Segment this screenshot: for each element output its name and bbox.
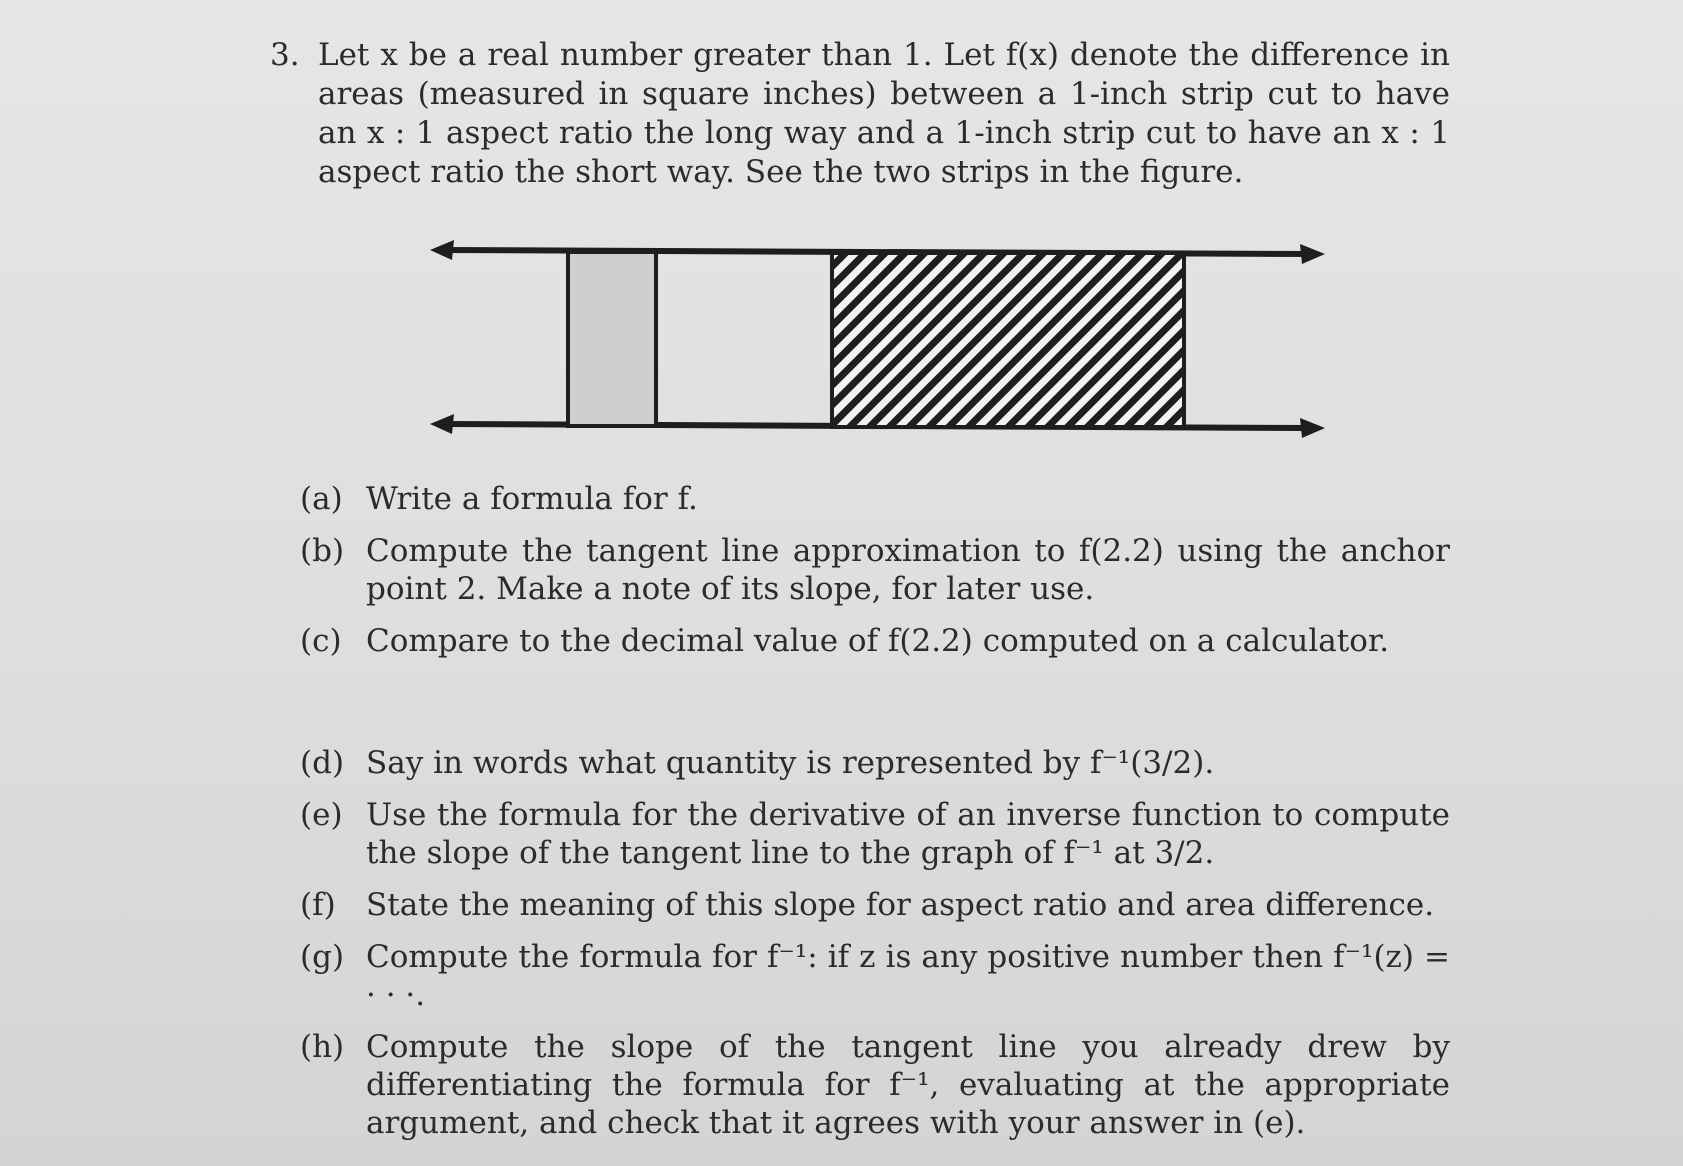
part-label: (c) xyxy=(300,623,342,659)
part-f xyxy=(300,886,1450,924)
problem-parts xyxy=(300,480,1450,1156)
part-h xyxy=(300,1028,1450,1142)
part-text: Compare to the decimal value of f(2.2) computed on a calculator. xyxy=(366,623,1390,659)
bottom-left-arrow xyxy=(430,414,454,434)
problem-statement xyxy=(270,36,1450,192)
part-b xyxy=(300,532,1450,608)
part-label: (b) xyxy=(300,533,345,569)
part-label: (h) xyxy=(300,1029,345,1065)
part-text: Compute the slope of the tangent line you already drew by differentiating the formula for f⁻¹, evaluating at the appropriate argument, and check that it agrees with your answer in (e). xyxy=(366,1029,1450,1141)
part-c xyxy=(300,622,1450,660)
part-text: Compute the tangent line approximation to f(2.2) using the anchor point 2. Make a note of its slope, for later use. xyxy=(366,533,1450,607)
part-text: Use the formula for the derivative of an inverse function to compute the slope of the tangent line to the graph of f⁻¹ at 3/2. xyxy=(366,797,1450,871)
part-label: (f) xyxy=(300,887,336,923)
strip-figure xyxy=(430,228,1330,448)
part-d xyxy=(300,744,1450,782)
part-g xyxy=(300,938,1450,1014)
problem-number: 3. xyxy=(270,37,300,73)
problem-text: Let x be a real number greater than 1. Let f(x) denote the difference in areas (measured in square inches) between a 1-inch strip cut to have an x : 1 aspect ratio the long way and a 1-inch strip cut to have an x : 1 aspect ratio the short way. See the two strips in the figure. xyxy=(318,37,1450,190)
bottom-right-arrow xyxy=(1300,418,1325,438)
part-label: (a) xyxy=(300,481,343,517)
top-left-arrow xyxy=(430,240,454,260)
part-text: Compute the formula for f⁻¹: if z is any positive number then f⁻¹(z) = · · ·. xyxy=(366,939,1450,1013)
short-way-strip xyxy=(568,252,656,426)
part-a xyxy=(300,480,1450,518)
part-text: Write a formula for f. xyxy=(366,481,698,517)
part-label: (d) xyxy=(300,745,345,781)
part-text: Say in words what quantity is represented by f⁻¹(3/2). xyxy=(366,745,1215,781)
top-right-arrow xyxy=(1300,244,1325,264)
part-text: State the meaning of this slope for aspect ratio and area difference. xyxy=(366,887,1435,923)
part-label: (e) xyxy=(300,797,343,833)
part-e xyxy=(300,796,1450,872)
part-label: (g) xyxy=(300,939,345,975)
long-way-strip xyxy=(832,253,1184,427)
